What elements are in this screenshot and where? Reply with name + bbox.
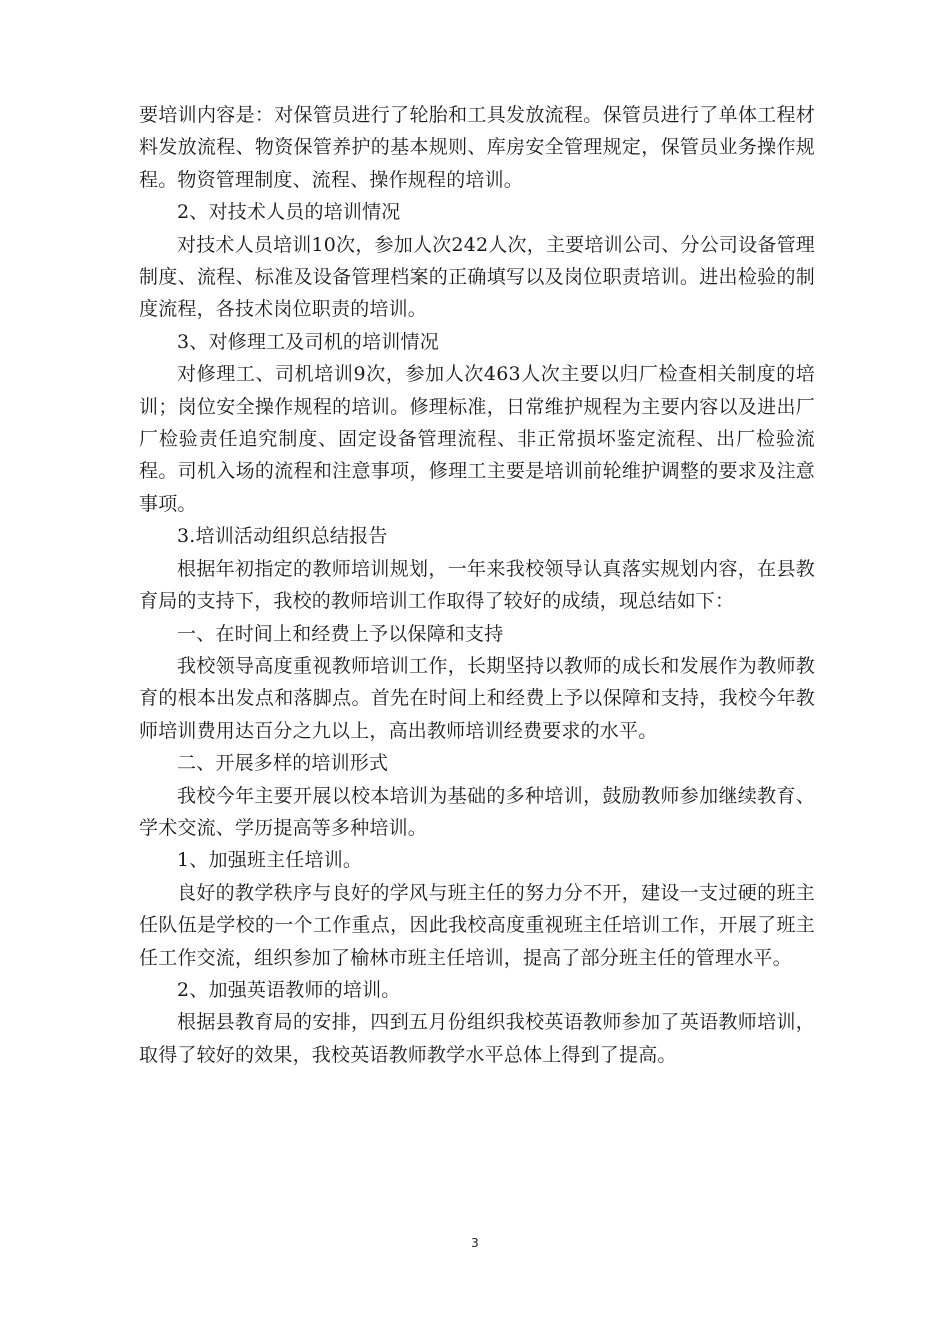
section-heading: 2、对技术人员的培训情况 (177, 201, 401, 224)
paragraph: 我校领导高度重视教师培训工作，长期坚持以教师的成长和发展作为教师教育的根本出发点和落脚点。首先在时间上和经费上予以保障和支持，我校今年教师培训费用达百分之九以上，高出教师培训经费要求的水平。 (139, 654, 815, 742)
paragraph: 要培训内容是：对保管员进行了轮胎和工具发放流程。保管员进行了单体工程材料发放流程、物资保管养护的基本规则、库房安全管理规定，保管员业务操作规程。物资管理制度、流程、操作规程的培训。 (139, 104, 815, 191)
paragraph: 根据县教育局的安排，四到五月份组织我校英语教师参加了英语教师培训，取得了较好的效果，我校英语教师教学水平总体上得到了提高。 (139, 1011, 815, 1066)
section-heading: 3.培训活动组织总结报告 (177, 525, 388, 548)
document-body (139, 99, 815, 1071)
paragraph: 根据年初指定的教师培训规划，一年来我校领导认真落实规划内容，在县教育局的支持下，我校的教师培训工作取得了较好的成绩，现总结如下： (139, 557, 815, 613)
section-heading: 2、加强英语教师的培训。 (177, 978, 401, 1001)
paragraph: 对技术人员培训10次，参加人次242人次，主要培训公司、分公司设备管理制度、流程、标准及设备管理档案的正确填写以及岗位职责培训。进出检验的制度流程，各技术岗位职责的培训。 (139, 233, 815, 321)
section-heading: 3、对修理工及司机的培训情况 (177, 330, 439, 353)
paragraph: 对修理工、司机培训9次，参加人次463人次主要以归厂检查相关制度的培训；岗位安全操作规程的培训。修理标准，日常维护规程为主要内容以及进出厂厂检验责任追究制度、固定设备管理流程、非正常损坏鉴定流程、出厂检验流程。司机入场的流程和注意事项，修理工主要是培训前轮维护调整的要求及注意事项。 (139, 363, 815, 515)
section-heading: 二、开展多样的培训形式 (177, 752, 389, 775)
page-number: 3 (471, 1236, 479, 1250)
section-heading: 1、加强班主任培训。 (177, 849, 363, 872)
section-heading: 一、在时间上和经费上予以保障和支持 (177, 622, 504, 645)
paragraph: 良好的教学秩序与良好的学风与班主任的努力分不开，建设一支过硬的班主任队伍是学校的一个工作重点，因此我校高度重视班主任培训工作，开展了班主任工作交流，组织参加了榆林市班主任培训，提高了部分班主任的管理水平。 (139, 881, 815, 969)
paragraph: 我校今年主要开展以校本培训为基础的多种培训，鼓励教师参加继续教育、学术交流、学历提高等多种培训。 (139, 784, 815, 839)
